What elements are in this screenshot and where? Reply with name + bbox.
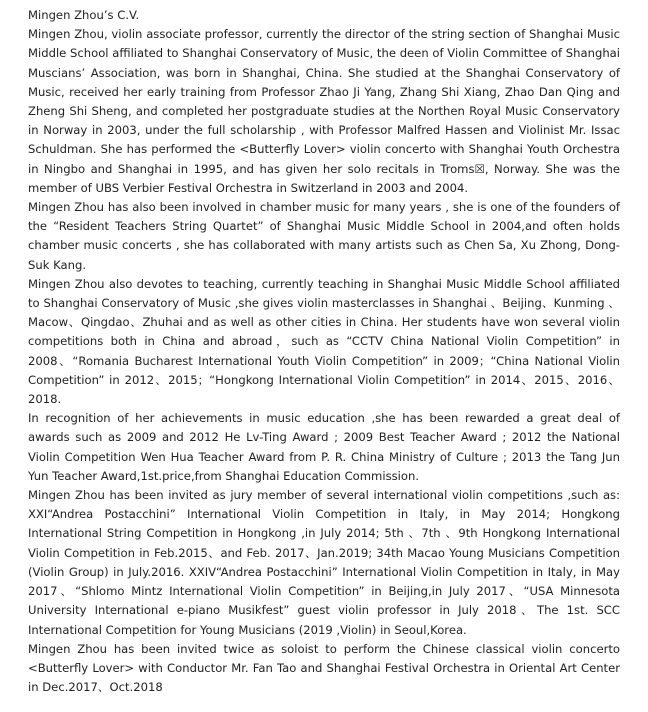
document-title: Mingen Zhou’s C.V. xyxy=(28,8,140,22)
paragraph-biography: Mingen Zhou, violin associate professor, currently the director of the string section of Shanghai Music Middle School affiliated to Shanghai Conservatory of Music, the deen of Violin Committee of Shanghai Muscians’ Association, was born in Shanghai, China. She studied at the Shanghai Conservatory of Music, received her early training from Professor Zhao Ji Yang, Zhang Shi Xiang, Zhao Dan Qing and Zheng Shi Sheng, and completed her postgraduate studies at the Northen Royal Music Conservatory in Norway in 2003, under the full scholarship , with Professor Malfred Hassen and Violinist Mr. Issac Schuldman. She has performed the <Butterfly Lover> violin concerto with Shanghai Youth Orchestra in Ningbo and Shanghai in 1995, and has given her solo recitals in Troms☒, Norway. She was the member of UBS Verbier Festival Orchestra in Switzerland in 2003 and 2004. xyxy=(28,27,620,195)
paragraph-awards: In recognition of her achievements in music education ,she has been rewarded a great deal of awards such as 2009 and 2012 He Lv-Ting Award ; 2009 Best Teacher Award ; 2012 the National Violin Competition Wen Hua Teacher Award from P. R. China Ministry of Culture ; 2013 the Tang Jun Yun Teacher Award,1st.price,from Shanghai Education Commission. xyxy=(28,411,620,483)
paragraph-chamber-music: Mingen Zhou has also been involved in chamber music for many years , she is one of the founders of the “Resident Teachers String Quartet” of Shanghai Music Middle School in 2004,and often holds chamber music concerts , she has collaborated with many artists such as Chen Sa, Xu Zhong, Dong-Suk Kang. xyxy=(28,200,620,272)
paragraph-teaching: Mingen Zhou also devotes to teaching, currently teaching in Shanghai Music Middle School affiliated to Shanghai Conservatory of Music ,she gives violin masterclasses in Shanghai 、Beijing、Kunming 、Macow、Qingdao、Zhuhai and as well as other cities in China. Her students have won several violin competitions both in China and abroad，such as “CCTV China National Violin Competition” in 2008、“Romania Bucharest International Youth Violin Competition” in 2009；“China National Violin Competition” in 2012、2015；“Hongkong International Violin Competition” in 2014、2015、2016、2018. xyxy=(28,276,620,407)
paragraph-jury: Mingen Zhou has been invited as jury member of several international violin competitions ,such as: XXI“Andrea Postacchini” International Violin Competition in Italy, in May 2014; Hongkong International String Competition in Hongkong ,in July 2014; 5th 、7th 、9th Hongkong International Violin Competition in Feb.2015、and Feb. 2017、Jan.2019; 34th Macao Young Musicians Competition (Violin Group) in July.2016. XXIV“Andrea Postacchini” International Violin Competition in Italy, in May 2017、“Shlomo Mintz International Violin Competition” in Beijing,in July 2017、“USA Minnesota University International e-piano Musikfest” guest violin professor in July 2018、The 1st. SCC International Competition for Young Musicians (2019 ,Violin) in Seoul,Korea. xyxy=(28,488,620,637)
paragraph-soloist: Mingen Zhou has been invited twice as soloist to perform the Chinese classical violin concerto <Butterfly Lover> with Conductor Mr. Fan Tao and Shanghai Festival Orchestra in Oriental Art Center in Dec.2017、Oct.2018 xyxy=(28,641,620,695)
